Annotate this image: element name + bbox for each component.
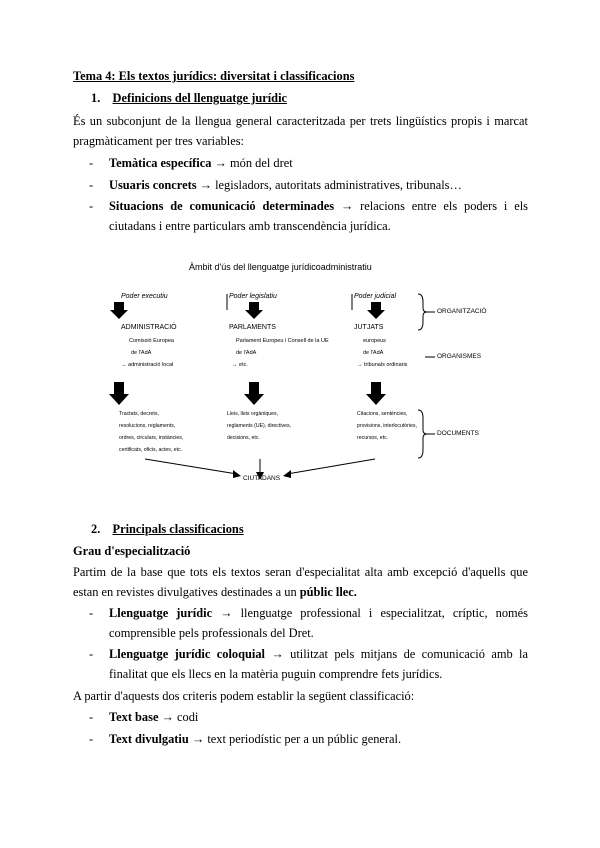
- label-documents: DOCUMENTS: [437, 430, 479, 437]
- body-line: → tribunals ordinaris: [357, 362, 408, 368]
- section1-heading: [91, 88, 287, 108]
- body-line: → administració local: [121, 362, 174, 368]
- section2-paragraph2: A partir d'aquests dos criteris podem establir la següent classificació:: [73, 689, 415, 703]
- paragraph-bold: públic llec.: [299, 585, 357, 599]
- documents-column: [119, 408, 183, 456]
- institution-label: JUTJATS: [354, 324, 384, 331]
- section2-number: 2.: [91, 522, 101, 536]
- list-text: → text periodístic per a un públic general.: [188, 732, 402, 746]
- title-text: Tema 4: Els textos jurídics: diversitat i classificacions: [73, 69, 355, 83]
- bullet-dash: -: [89, 178, 94, 192]
- bullet-dash: -: [89, 710, 94, 724]
- doc-line: provisions, interlocutòries,: [357, 423, 417, 429]
- bullet-dash: -: [89, 647, 94, 661]
- power-label: Poder legislatiu: [229, 293, 277, 300]
- doc-line: Tractats, decrets,: [119, 411, 159, 417]
- doc-line: resolucions, reglaments,: [119, 423, 176, 429]
- section2-heading: [91, 519, 244, 539]
- body-line: de l'AdA: [131, 350, 152, 356]
- bullet-dash: -: [89, 606, 94, 620]
- power-label: Poder judicial: [354, 293, 397, 300]
- bullet-dash: -: [89, 156, 94, 170]
- list-text: → legisladors, autoritats administratives, tribunals…: [196, 178, 462, 192]
- list-term: Text divulgatiu: [109, 732, 189, 746]
- label-ciutadans: CIUTADANS: [243, 475, 281, 482]
- institution-label: PARLAMENTS: [229, 324, 276, 331]
- list-term: Llenguatge jurídic coloquial: [109, 647, 265, 661]
- list-term: Temàtica específica: [109, 156, 212, 170]
- doc-line: ordres, circulars, instàncies,: [119, 435, 184, 441]
- section1-intro: És un subconjunt de la llengua general caracteritzada per trets lingüístics propis i marcat pragmàticament per tres variables:: [73, 114, 528, 148]
- list-text: → relacions entre els poders i els ciutadans i entre particulars amb transcendència jurídica.: [109, 199, 528, 233]
- body-line: europeus: [363, 338, 386, 344]
- bullet-dash: -: [89, 732, 94, 746]
- document-title: [73, 66, 528, 86]
- label-organitzacio: ORGANITZACIÓ: [437, 308, 487, 315]
- bullet-dash: -: [89, 199, 94, 213]
- section2-heading-text: Principals classificacions: [112, 522, 244, 536]
- doc-line: Lleis, lleis orgàniques,: [227, 411, 279, 417]
- list-text: → llenguatge professional i especialitzat, críptic, només comprensible pels professionals del Dret.: [109, 606, 529, 640]
- body-line: de l'AdA: [363, 350, 384, 356]
- paragraph-text: Partim de la base que tots els textos seran d'especialitat alta amb excepció d'aquells que estan en revistes divulgatives destinades a un: [73, 565, 528, 599]
- list-term: Usuaris concrets: [109, 178, 197, 192]
- documents-column: [357, 408, 417, 444]
- list-text: → món del dret: [211, 156, 293, 170]
- list-text: → codi: [158, 710, 199, 724]
- diagram-arrows: [105, 252, 515, 502]
- body-line: → etc.: [232, 362, 248, 368]
- documents-column: [227, 408, 291, 444]
- label-organismes: ORGANISMES: [437, 353, 482, 360]
- bodies-column: [232, 335, 329, 371]
- bodies-column: [121, 335, 174, 371]
- doc-line: decisions, etc.: [227, 435, 260, 441]
- list-term: Llenguatge jurídic: [109, 606, 213, 620]
- list-term: Text base: [109, 710, 159, 724]
- section1-number: 1.: [91, 91, 101, 105]
- section1-heading-text: Definicions del llenguatge jurídic: [112, 91, 288, 105]
- list-text: → utilitzat pels mitjans de comunicació amb la finalitat que els llecs en la matèria puguin comprendre fets jurídics.: [109, 647, 528, 681]
- doc-line: Citacions, sentències,: [357, 411, 408, 417]
- doc-line: recursos, etc.: [357, 435, 389, 441]
- institution-label: ADMINISTRACIÓ: [121, 324, 177, 331]
- diagram-title: Àmbit d'ús del llenguatge jurídicoadministratiu: [189, 262, 372, 272]
- body-line: Parlament Europeu i Consell de la UE: [236, 338, 329, 344]
- power-label: Poder executiu: [121, 293, 168, 300]
- section2-paragraph: [73, 562, 528, 602]
- body-line: Comissió Europea: [129, 338, 174, 344]
- doc-line: certificats, oficis, actes, etc.: [119, 447, 183, 453]
- usage-diagram: [105, 252, 515, 502]
- list-term: Situacions de comunicació determinades: [109, 199, 335, 213]
- body-line: de l'AdA: [236, 350, 257, 356]
- doc-line: reglaments (UE), directives,: [227, 423, 291, 429]
- bodies-column: [357, 335, 408, 371]
- section2-subheading: Grau d'especialització: [73, 544, 191, 558]
